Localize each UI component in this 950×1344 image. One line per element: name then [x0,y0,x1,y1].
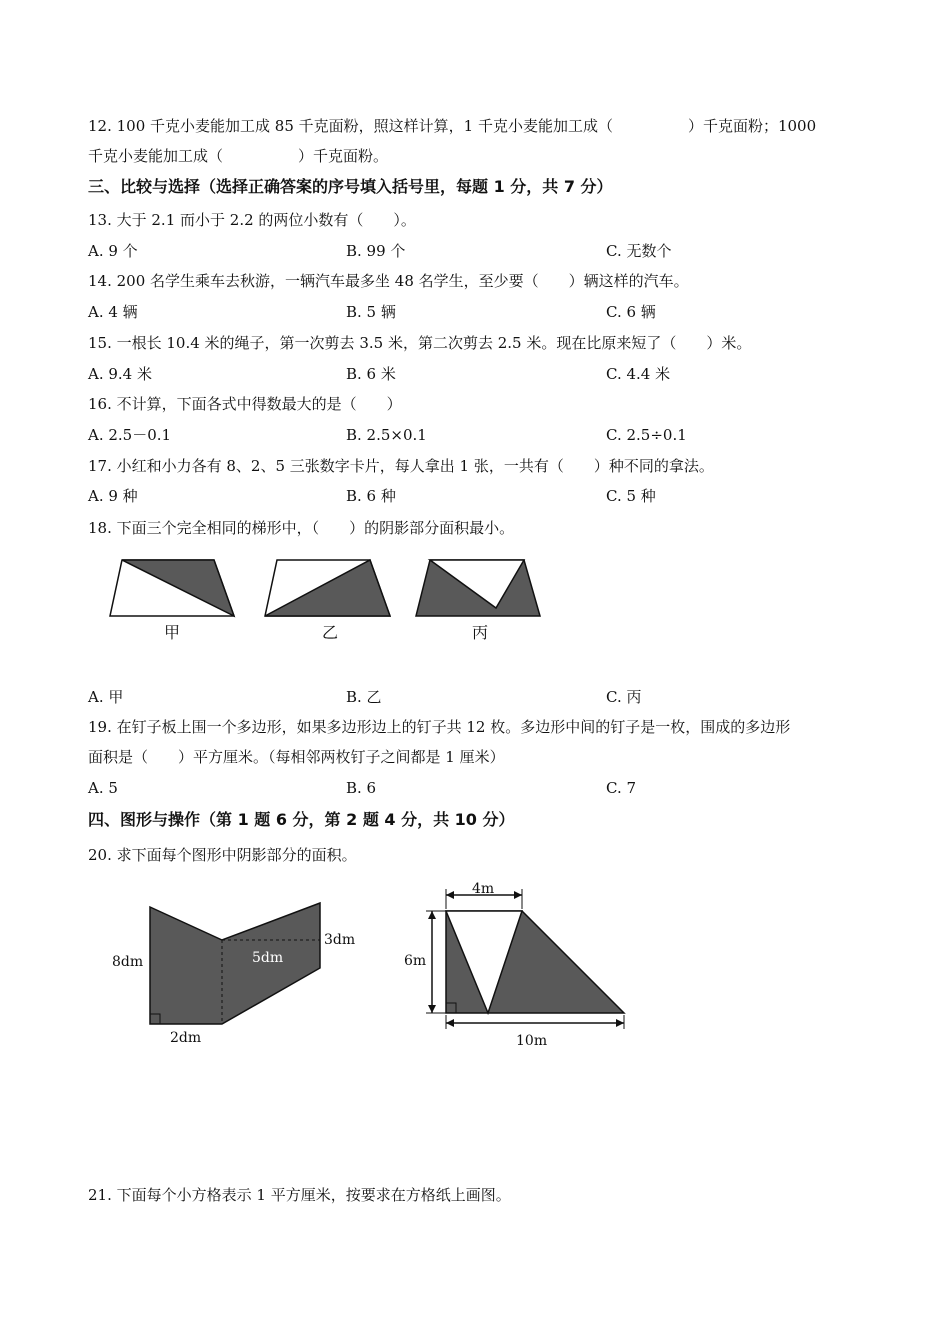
q20-figure-1 [100,890,370,1050]
q12-line2: 千克小麦能加工成（ ）千克面粉。 [88,147,389,165]
q14-option-c: C. 6 辆 [606,303,656,321]
fig1-label-3dm: 3dm [324,932,356,948]
q17-stem: 17. 小红和小力各有 8、2、5 三张数字卡片，每人拿出 1 张，一共有（ ）种不同的拿法。 [88,457,714,475]
q13-option-b: B. 99 个 [346,242,406,260]
q18-label-yi: 乙 [322,623,339,642]
q17-option-b: B. 6 种 [346,487,396,505]
q16-option-b: B. 2.5×0.1 [346,426,427,444]
q16-option-c: C. 2.5÷0.1 [606,426,687,444]
q19-option-a: A. 5 [88,779,118,797]
q19-line1: 19. 在钉子板上围一个多边形，如果多边形边上的钉子共 12 枚。多边形中间的钉子是一枚，围成的多边形 [88,718,791,736]
q18-label-bing: 丙 [472,623,489,642]
q15-stem: 15. 一根长 10.4 米的绳子，第一次剪去 3.5 米，第二次剪去 2.5 米。现在比原来短了（ ）米。 [88,334,752,352]
fig2-label-10m: 10m [516,1033,548,1049]
section4-title: 四、图形与操作（第 1 题 6 分，第 2 题 4 分，共 10 分） [88,810,515,829]
q13-stem: 13. 大于 2.1 而小于 2.2 的两位小数有（ ）。 [88,211,416,229]
q18-trapezoid-figures [100,550,560,630]
q20-stem: 20. 求下面每个图形中阴影部分的面积。 [88,846,357,864]
q21-stem: 21. 下面每个小方格表示 1 平方厘米，按要求在方格纸上画图。 [88,1186,511,1204]
q14-option-b: B. 5 辆 [346,303,396,321]
q18-option-b: B. 乙 [346,688,382,706]
fig1-label-2dm: 2dm [170,1030,202,1046]
q15-option-c: C. 4.4 米 [606,365,671,383]
q18-option-c: C. 丙 [606,688,642,706]
fig2-label-4m: 4m [472,881,495,897]
q14-option-a: A. 4 辆 [88,303,138,321]
fig2-top-arrow-right [514,891,522,899]
q20-figure-2 [398,875,638,1055]
q19-line2: 面积是（ ）平方厘米。（每相邻两枚钉子之间都是 1 厘米） [88,748,505,766]
q13-option-c: C. 无数个 [606,242,672,260]
fig1-label-8dm: 8dm [112,954,144,970]
fig2-side-arrow-bottom [428,1005,436,1013]
q13-option-a: A. 9 个 [88,242,138,260]
fig2-bottom-arrow-right [616,1019,624,1027]
q16-option-a: A. 2.5－0.1 [88,426,172,444]
fig2-bottom-arrow-left [446,1019,454,1027]
q18-stem: 18. 下面三个完全相同的梯形中，（ ）的阴影部分面积最小。 [88,519,515,537]
q19-option-c: C. 7 [606,779,637,797]
section3-title: 三、比较与选择（选择正确答案的序号填入括号里，每题 1 分，共 7 分） [88,177,613,196]
fig2-top-arrow-left [446,891,454,899]
q17-option-a: A. 9 种 [88,487,138,505]
q12-line1: 12. 100 千克小麦能加工成 85 千克面粉，照这样计算，1 千克小麦能加工成（ ）千克面粉；1000 [88,117,817,135]
fig2-label-6m: 6m [404,953,427,969]
q14-stem: 14. 200 名学生乘车去秋游，一辆汽车最多坐 48 名学生，至少要（ ）辆这样的汽车。 [88,272,689,290]
q18-option-a: A. 甲 [88,688,124,706]
fig2-side-arrow-top [428,911,436,919]
q17-option-c: C. 5 种 [606,487,656,505]
q19-option-b: B. 6 [346,779,377,797]
fig1-label-5dm: 5dm [252,950,284,966]
q18-label-jia: 甲 [164,623,181,642]
q16-stem: 16. 不计算，下面各式中得数最大的是（ ） [88,395,402,413]
q15-option-a: A. 9.4 米 [88,365,152,383]
fig1-shaded-shape [150,903,320,1024]
q15-option-b: B. 6 米 [346,365,396,383]
